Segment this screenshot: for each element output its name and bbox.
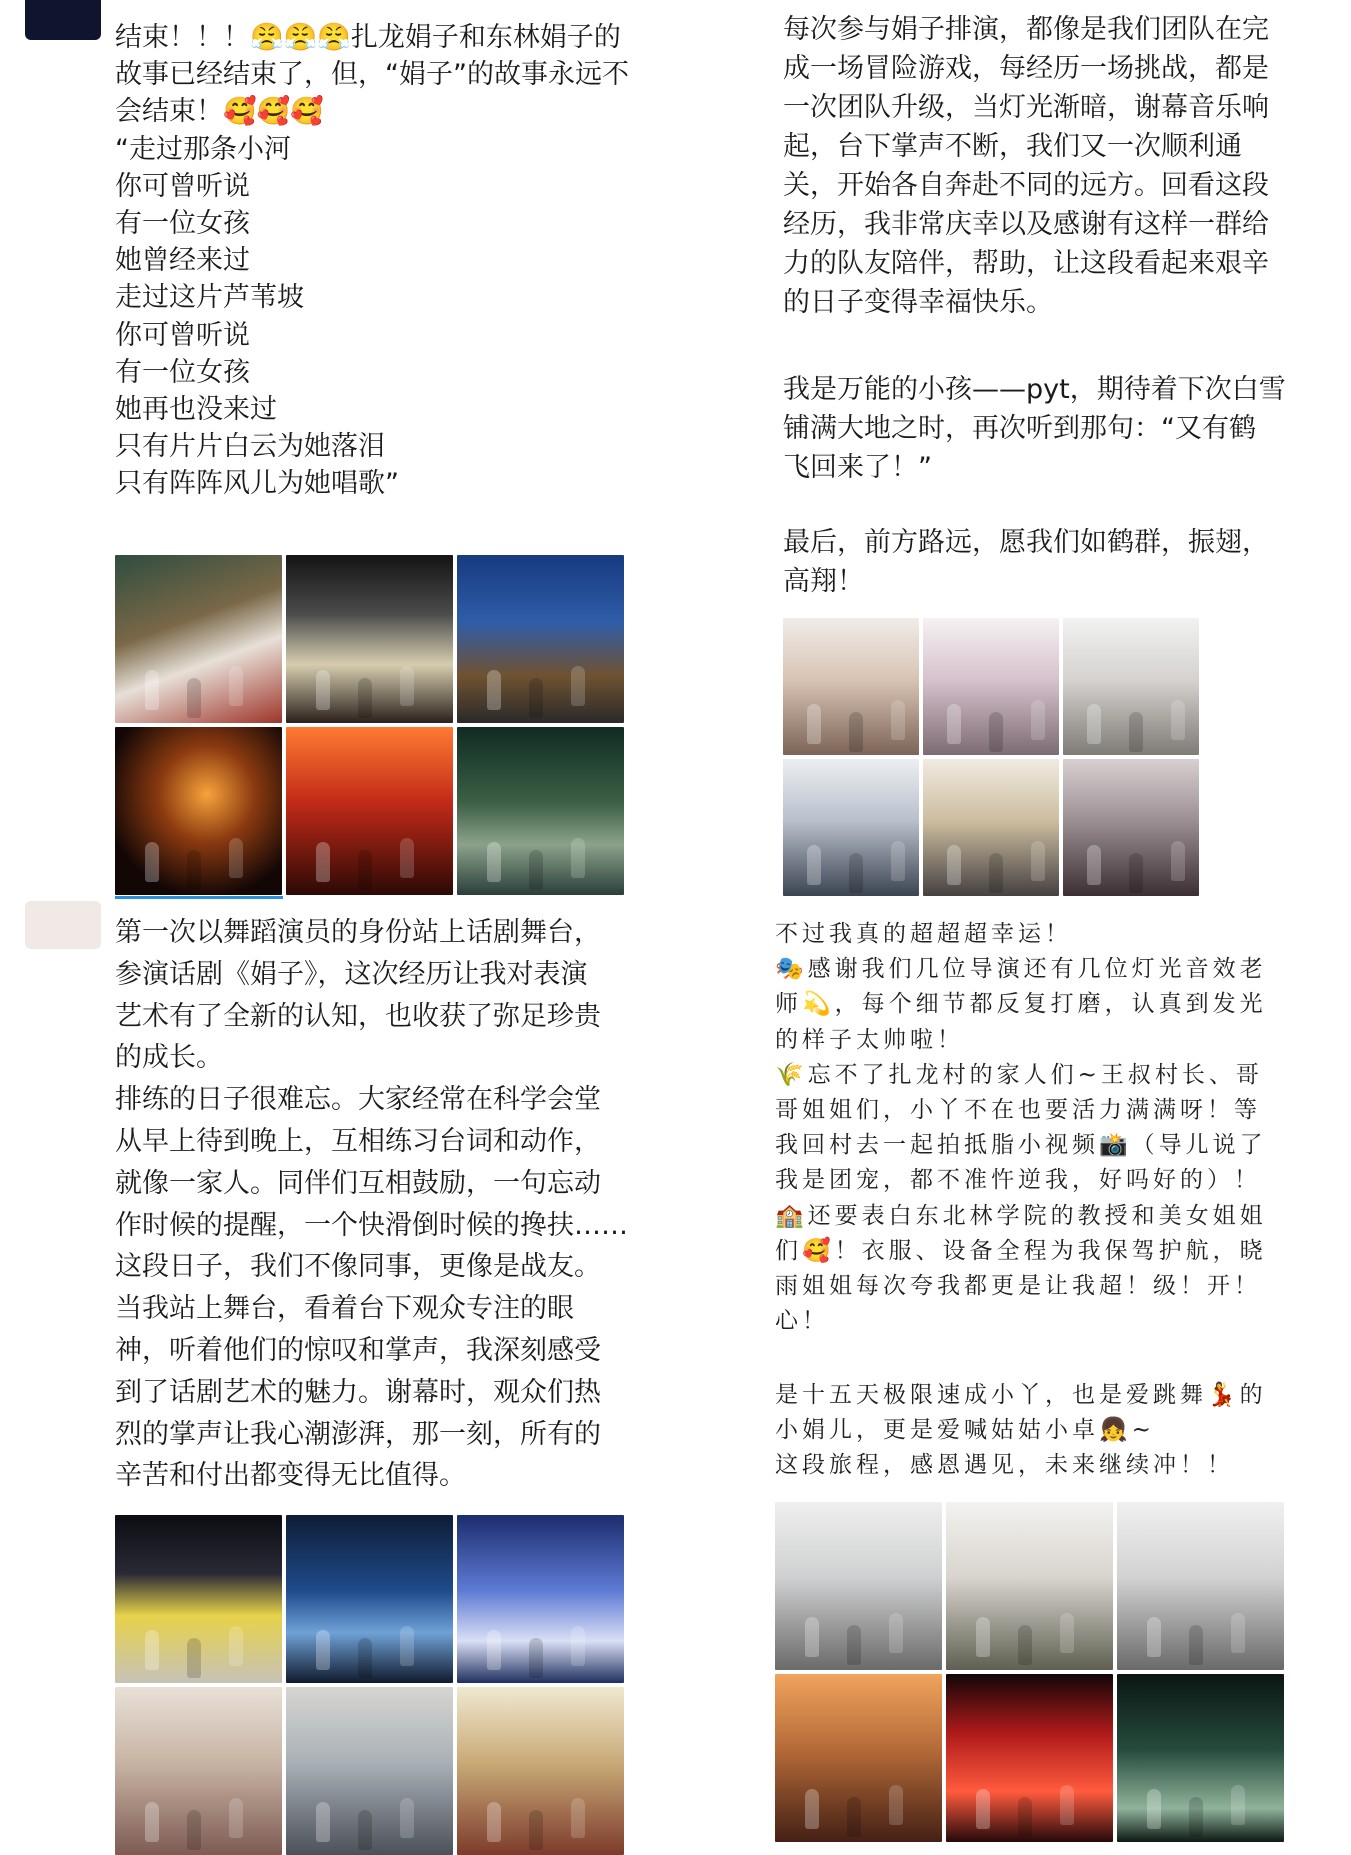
stage-reading-photo[interactable] (286, 555, 453, 723)
rehearsal-room-photo[interactable] (775, 1502, 942, 1670)
right-column (775, 0, 1351, 1802)
post-2-text: 第一次以舞蹈演员的身份站上话剧舞台， 参演话剧《娟子》，这次经历让我对表演 艺术有了全新的认知，也收获了弥足珍贵 的成长。 排练的日子很难忘。大家经常在科学会堂 从早上待到晚上，互相练习台词和动作， 就像一家人。同伴们互相鼓励，一句忘动 作时候的提醒，一个快滑倒时候的搀扶…… 这段日子，我们不像同事，更像是战友。 当我站上舞台，看着台下观众专注的眼 神，听着他们的惊叹和掌声，我深刻感受 到了话剧艺术的魅力。谢幕时，观众们热 烈的掌声让我心潮澎湃，那一刻，所有的 辛苦和付出都变得无比值得。 (115, 917, 628, 1492)
stage-spotlight-photo[interactable] (115, 727, 282, 895)
closing-text: 最后，前方路远，愿我们如鹤群，振翅， 高翔！ (783, 527, 1269, 597)
right-photo-grid-1 (783, 618, 1199, 896)
selfie-group-photo[interactable] (1063, 759, 1199, 896)
post-1-text: 结束！！！😤😤😤扎龙娟子和东林娟子的 故事已经结束了，但，“娟子”的故事永远不 会结束！🥰🥰🥰 “走过那条小河 你可曾听说 有一位女孩 她曾经来过 走过这片芦苇坡 你可曾听说 有一位女孩 她再也没来过 只有片片白云为她落泪 只有阵阵风儿为她唱歌” (115, 22, 629, 500)
dancer-portrait-photo[interactable] (115, 1687, 282, 1855)
handwritten-text-2: 是十五天极限速成小丫，也是爱跳舞💃的 小娟儿，更是爱喊姑姑小卓👧~ 这段旅程，感恩遇见，未来继续冲！！ (775, 1382, 1267, 1479)
stage-green-night-photo[interactable] (1117, 1674, 1284, 1842)
portrait-makeup-photo[interactable] (783, 618, 919, 755)
selfie-two-photo[interactable] (923, 618, 1059, 755)
right-photo-grid-2 (775, 1502, 1284, 1842)
pyt-text: 我是万能的小孩——pyt，期待着下次白雪 铺满大地之时，再次听到那句：“又有鹤 飞回来了！” (783, 374, 1286, 483)
group-photo-wall[interactable] (923, 759, 1059, 896)
post-1-photo-grid (115, 555, 624, 895)
stage-red-reeds-photo[interactable] (286, 727, 453, 895)
left-column (0, 0, 675, 1802)
group-stage-photo[interactable] (457, 1687, 624, 1855)
post-2-photo-grid (115, 1515, 624, 1855)
friends-selfie-photo[interactable] (783, 759, 919, 896)
stage-red-lights-photo[interactable] (946, 1674, 1113, 1842)
dance-blue-light-photo[interactable] (457, 1515, 624, 1683)
handwritten-text-1: 不过我真的超超超幸运！ 🎭感谢我们几位导演还有几位灯光音效老 师💫，每个细节都反复打磨，认真到发光 的样子太帅啦！ 🌾忘不了扎龙村的家人们~王叔村长、哥 哥姐姐们，小丫不在也要活力满满呀！等 我回村去一起拍抵脂小视频📸（导儿说了 我是团宠，都不准忤逆我，好吗好的）！ 🏫还要表白东北林学院的教授和美女姐姐 们🥰！衣服、设备全程为我保驾护航，晓 雨姐姐每次夸我都更是让我超！级！开！ 心！ (775, 921, 1267, 1335)
dance-practice-photo[interactable] (1117, 1502, 1284, 1670)
meeting-room-photo[interactable] (946, 1502, 1113, 1670)
dance-blue-stage-photo[interactable] (286, 1515, 453, 1683)
selfie-cap-photo[interactable] (1063, 618, 1199, 755)
stage-green-photo[interactable] (457, 727, 624, 895)
avatar[interactable] (25, 901, 101, 949)
dance-yellow-photo[interactable] (115, 1515, 282, 1683)
avatar[interactable] (25, 0, 101, 40)
group-rehearsal-photo[interactable] (286, 1687, 453, 1855)
intro-text: 每次参与娟子排演，都像是我们团队在完 成一场冒险游戏，每经历一场挑战，都是 一次团队升级，当灯光渐暗，谢幕音乐响 起，台下掌声不断，我们又一次顺利通 关，开始各自奔赴不同的远方。回看这段 经历，我非常庆幸以及感谢有这样一群给 力的队友陪伴，帮助，让这段看起来艰辛 的日子变得幸福快乐。 (783, 14, 1269, 318)
stage-hut-photo[interactable] (457, 555, 624, 723)
stage-sunset-photo[interactable] (775, 1674, 942, 1842)
stage-cast-photo[interactable] (115, 555, 282, 723)
media-progress-indicator (115, 896, 283, 899)
